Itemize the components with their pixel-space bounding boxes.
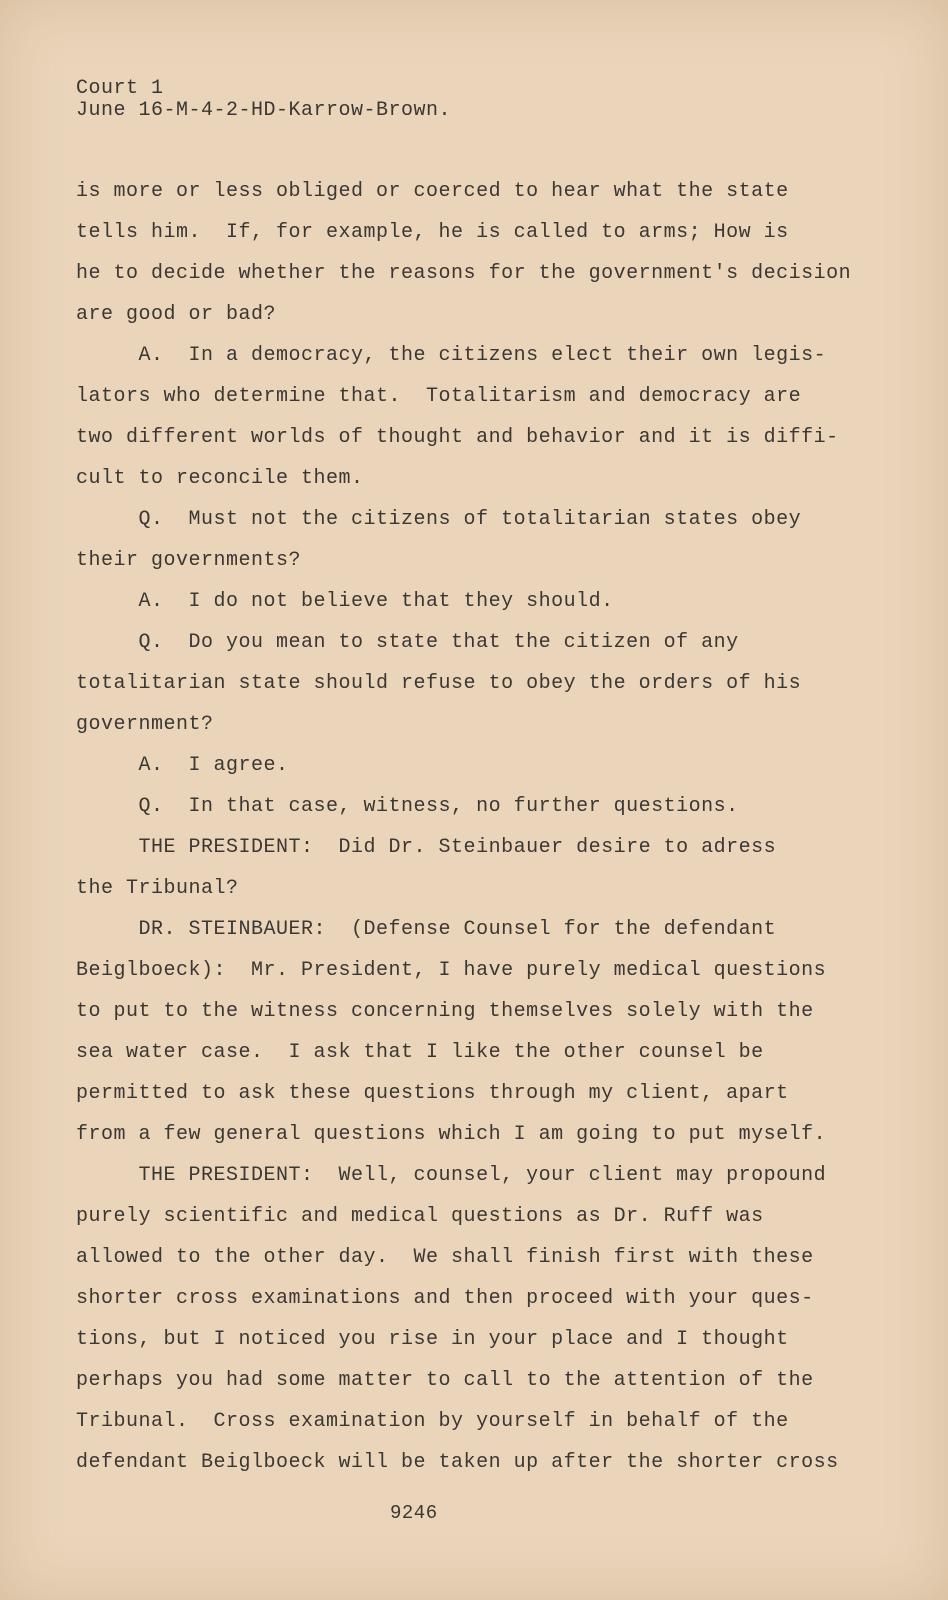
document-header bbox=[76, 78, 451, 122]
text-line: purely scientific and medical questions as Dr. Ruff was bbox=[76, 1205, 764, 1228]
text-line: to put to the witness concerning themselves solely with the bbox=[76, 1000, 814, 1023]
header-reference: June 16-M-4-2-HD-Karrow-Brown. bbox=[76, 99, 452, 122]
text-line: lators who determine that. Totalitarism and democracy are bbox=[76, 385, 802, 408]
transcript-body bbox=[76, 171, 856, 1483]
text-line: permitted to ask these questions through my client, apart bbox=[76, 1082, 789, 1105]
text-line: the Tribunal? bbox=[76, 877, 239, 900]
text-line: perhaps you had some matter to call to the attention of the bbox=[76, 1369, 814, 1392]
text-line: Q. In that case, witness, no further questions. bbox=[76, 795, 739, 818]
text-line: he to decide whether the reasons for the government's decision bbox=[76, 262, 852, 285]
text-line: two different worlds of thought and behavior and it is diffi- bbox=[76, 426, 839, 449]
text-line: A. I do not believe that they should. bbox=[76, 590, 614, 613]
text-line: shorter cross examinations and then proceed with your ques- bbox=[76, 1287, 814, 1310]
page-number: 9246 bbox=[390, 1502, 438, 1524]
text-line: Q. Do you mean to state that the citizen of any bbox=[76, 631, 739, 654]
text-line: tions, but I noticed you rise in your place and I thought bbox=[76, 1328, 789, 1351]
header-court: Court 1 bbox=[76, 77, 164, 100]
text-line: from a few general questions which I am going to put myself. bbox=[76, 1123, 827, 1146]
text-line: sea water case. I ask that I like the other counsel be bbox=[76, 1041, 764, 1064]
text-line: THE PRESIDENT: Well, counsel, your client may propound bbox=[76, 1164, 827, 1187]
text-line: tells him. If, for example, he is called to arms; How is bbox=[76, 221, 789, 244]
text-line: allowed to the other day. We shall finish first with these bbox=[76, 1246, 814, 1269]
text-line: is more or less obliged or coerced to hear what the state bbox=[76, 180, 789, 203]
text-line: Q. Must not the citizens of totalitarian states obey bbox=[76, 508, 802, 531]
text-line: DR. STEINBAUER: (Defense Counsel for the defendant bbox=[76, 918, 777, 941]
text-line: A. I agree. bbox=[76, 754, 289, 777]
text-line: are good or bad? bbox=[76, 303, 277, 326]
text-line: Beiglboeck): Mr. President, I have purely medical questions bbox=[76, 959, 827, 982]
text-line: defendant Beiglboeck will be taken up after the shorter cross bbox=[76, 1451, 839, 1474]
text-line: totalitarian state should refuse to obey the orders of his bbox=[76, 672, 802, 695]
text-line: cult to reconcile them. bbox=[76, 467, 364, 490]
text-line: government? bbox=[76, 713, 214, 736]
text-line: THE PRESIDENT: Did Dr. Steinbauer desire to adress bbox=[76, 836, 777, 859]
text-line: Tribunal. Cross examination by yourself in behalf of the bbox=[76, 1410, 789, 1433]
text-line: A. In a democracy, the citizens elect their own legis- bbox=[76, 344, 827, 367]
text-line: their governments? bbox=[76, 549, 302, 572]
